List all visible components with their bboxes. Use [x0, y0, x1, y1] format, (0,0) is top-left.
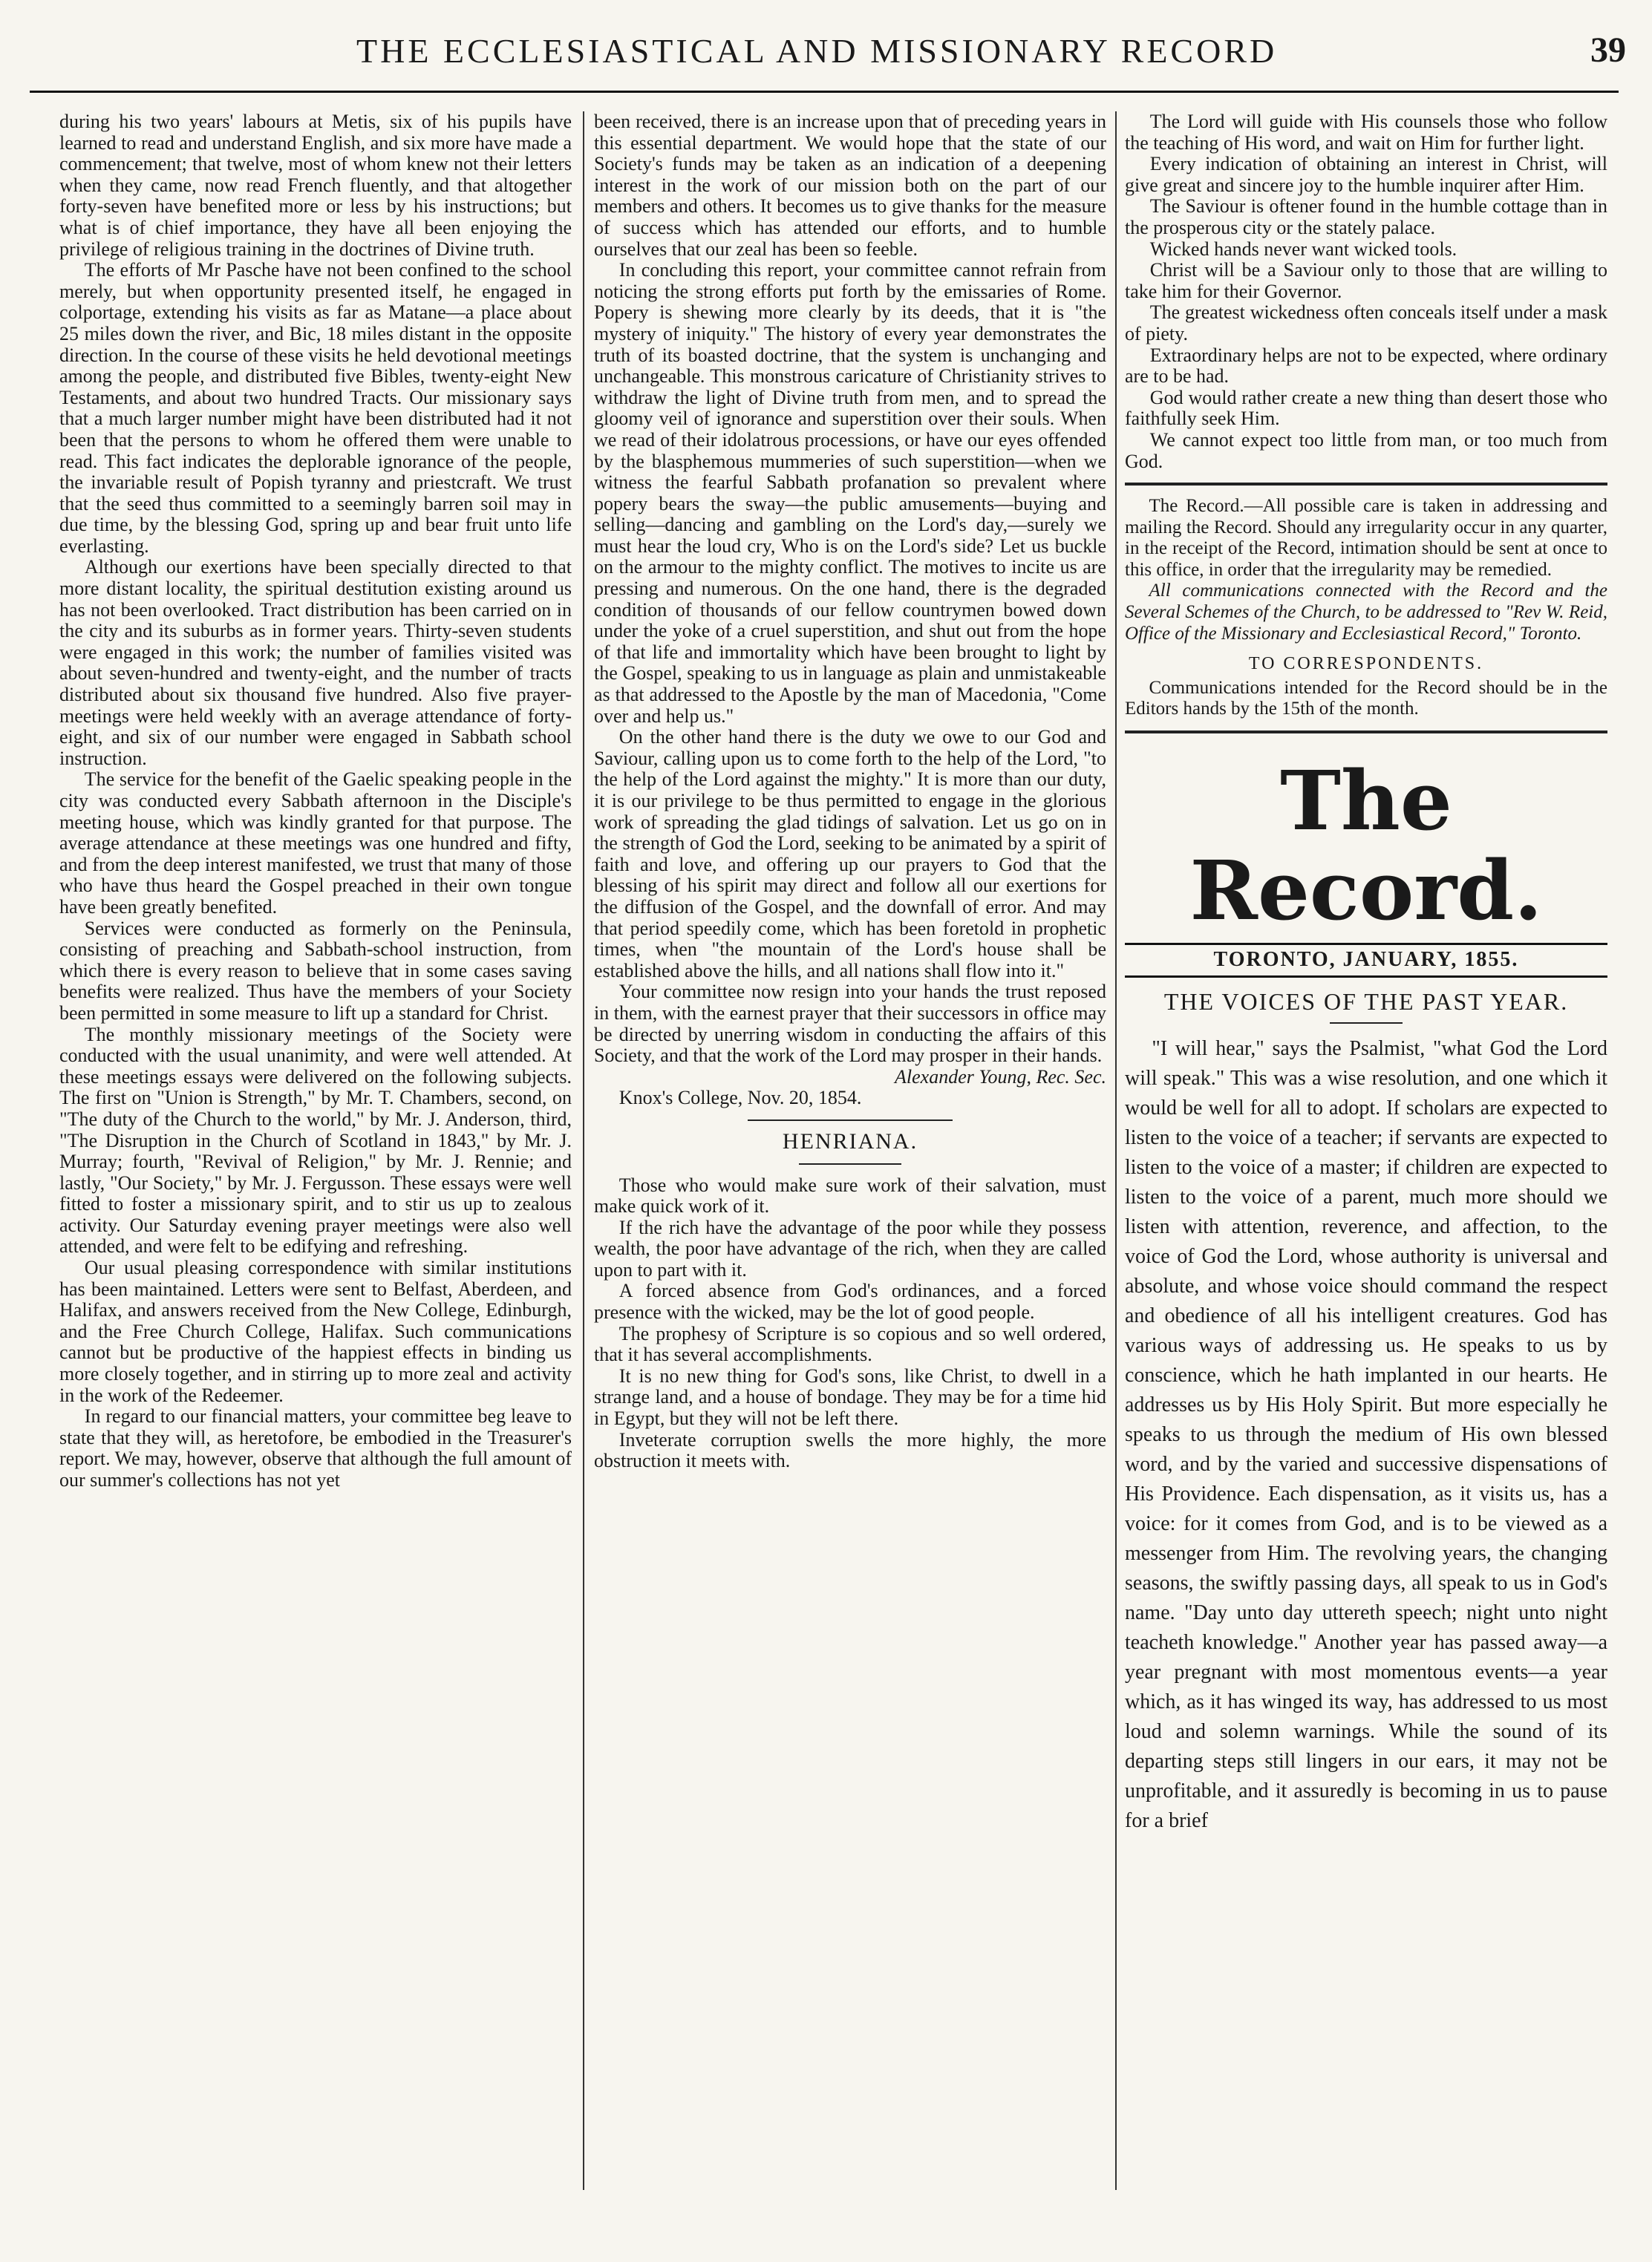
henriana-item: It is no new thing for God's sons, like Christ, to dwell in a strange land, and a house of bondage. They may be for a time hid in Egypt, but they will not be left there. — [594, 1364, 1106, 1430]
saying: Extraordinary helps are not to be expected, where ordinary are to be had. — [1125, 344, 1607, 388]
section-divider — [1125, 730, 1607, 733]
page-header — [30, 30, 1626, 89]
communications-notice: All communications connected with the Record and the Several Schemes of the Church, to be addressed to "Rev W. Reid, Office of the Missionary and Ecclesiastical Record," Toronto. — [1125, 581, 1607, 644]
right-column — [1125, 111, 1607, 2242]
correspondents-notice: Communications intended for the Record should be in the Editors hands by the 15th of the month. — [1125, 677, 1607, 719]
middle-column — [594, 111, 1106, 2242]
paragraph: The service for the benefit of the Gaelic speaking people in the city was conducted every Sabbath afternoon in the Disciple's meeting house, which was kindly granted for that purpose. The average attendance at these meetings was one hundred and fifty, and from the deep interest manifested, we trust that many of those who have thus heard the Gospel preached in their own tongue have been greatly benefited. — [59, 768, 572, 918]
saying: Every indication of obtaining an interest in Christ, will give great and sincere joy to the humble inquirer after Him. — [1125, 153, 1607, 196]
henriana-item: Those who would make sure work of their salvation, must make quick work of it. — [594, 1174, 1106, 1217]
henriana-title: HENRIANA. — [782, 1128, 918, 1154]
paragraph: been received, there is an increase upon that of preceding years in this essential department. We would hope that the state of our Society's funds may be taken as an indication of a deepening interest in the work of our mission both on the part of our members and others. It becomes us to give thanks for the measure of success which has attended our efforts, and to humble ourselves that our zeal has been so feeble. — [594, 111, 1106, 260]
section-divider — [1330, 1022, 1403, 1024]
henriana-item: If the rich have the advantage of the poor while they possess wealth, the poor have advantage of the rich, when they are called upon to part with it. — [594, 1216, 1106, 1281]
saying: God would rather create a new thing than desert those who faithfully seek Him. — [1125, 386, 1607, 430]
saying: The Lord will guide with His counsels those who follow the teaching of His word, and wait on Him for further light. — [1125, 111, 1607, 154]
column-divider — [583, 111, 584, 2190]
section-divider — [1125, 483, 1607, 486]
paragraph: In concluding this report, your committee cannot refrain from noticing the strong efforts put forth by the emissaries of Rome. Popery is shewing more clearly by its deeds, that it is "the mystery of iniquity." The history of every year demonstrates the truth of its boasted doctrine, that the system is unchanging and unchangeable. This monstrous caricature of Christianity strives to withdraw the light of Divine truth from men, and to spread the gloomy veil of ignorance and superstition over their souls. When we read of their idolatrous processions, or have our eyes offended by the blasphemous mummeries of such superstition—when we witness the fearful Sabbath profanation so prevalent where popery bears the sway—the public amusements—buying and selling—dancing and gambling on the Lord's day,—surely we must hear the loud cry, Who is on the Lord's side? Let us buckle on the armour to the mighty conflict. The motives to incite us are pressing and numerous. On the one hand, there is the degraded condition of thousands of our fellow countrymen bowed down under the yoke of a cruel superstition, and shut out from the hope of that life and immortality which have been brought to light by the Gospel, speaking to us in language as plain and unmistakeable as that addressed to the Apostle by the man of Macedonia, "Come over and help us." — [594, 259, 1106, 727]
running-title: THE ECCLESIASTICAL AND MISSIONARY RECORD — [356, 32, 1278, 70]
paragraph: Services were conducted as formerly on the Peninsula, consisting of preaching and Sabbath-school instruction, from which there is every reason to believe that in some cases saving benefits were realized. Thus have the members of your Society been permitted in some measure to lift up a standard for Christ. — [59, 917, 572, 1024]
article-paragraph: "I will hear," says the Psalmist, "what God the Lord will speak." This was a wise resolution, and one which it would be well for all to adopt. If scholars are expected to listen to the voice of a teacher; if servants are expected to listen to the voice of a master; if children are expected to listen to the voice of a parent, much more should we listen with attention, reverence, and affection, to the voice of God the Lord, whose authority is universal and absolute, and whose voice should command the respect and obedience of all his intelligent creatures. God has various ways of addressing us. He speaks to us by conscience, which he hath implanted in our hearts. He addresses us by His Holy Spirit. But more especially he speaks to us through the medium of His own blessed word, and by the varied and successive dispensations of His Providence. Each dispensation, as it visits us, has a voice: for it comes from God, and is to be viewed as a messenger from Him. The revolving years, the changing seasons, the swiftly passing days, all speak to us in God's name. "Day unto day uttereth speech; night unto night teacheth knowledge." Another year has passed away—a year pregnant with most momentous events—a year which, as it has winged its way, has addressed to us most loud and solemn warnings. While the sound of its departing steps still lingers in our ears, it may not be unprofitable, and it assuredly is becoming in us to pause for a brief — [1125, 1037, 1607, 1833]
section-divider — [799, 1163, 901, 1165]
henriana-item: Inveterate corruption swells the more highly, the more obstruction it meets with. — [594, 1428, 1106, 1472]
report-signature-place: Knox's College, Nov. 20, 1854. — [618, 1087, 862, 1109]
henriana-item: The prophesy of Scripture is so copious and so well ordered, that it has several accomplishments. — [594, 1322, 1106, 1366]
correspondents-title: TO CORRESPONDENTS. — [1248, 654, 1484, 674]
section-divider — [748, 1119, 953, 1121]
header-rule — [30, 91, 1619, 93]
paragraph: Your committee now resign into your hands the trust reposed in them, with the earnest prayer that their successors in office may be directed by unerring wisdom in conducting the affairs of this Society, and that the work of the Lord may prosper in their hands. — [594, 981, 1106, 1067]
paragraph: Our usual pleasing correspondence with similar institutions has been maintained. Letters were sent to Belfast, Aberdeen, and Halifax, and answers received from the New College, Edinburgh, and the Free Church College, Halifax. Such communications cannot but be productive of the happiest effects in binding us more closely together, and in stirring up to more zeal and activity in the work of the Redeemer. — [59, 1257, 572, 1406]
saying: We cannot expect too little from man, or too much from God. — [1125, 428, 1607, 472]
paragraph: In regard to our financial matters, your committee beg leave to state that they will, as heretofore, be embodied in the Treasurer's report. We may, however, observe that although the full amount of our summer's collections has not yet — [59, 1405, 572, 1491]
paragraph: The efforts of Mr Pasche have not been confined to the school merely, but when opportunity presented itself, he engaged in colportage, extending his visits as far as Matane—a place about 25 miles down the river, and Bic, 18 miles distant in the opposite direction. In the course of these visits he held devotional meetings among the people, and distributed five Bibles, twenty-eight New Testaments, and about two hundred Tracts. Our missionary says that a much larger number might have been distributed had it not been that the persons to whom he offered them were unable to read. This fact indicates the deplorable ignorance of the people, the invariable result of Popish tyranny and priestcraft. We trust that the seed thus committed to a seemingly barren soil may in due time, by the blessing God, spring up and bear fruit unto life everlasting. — [59, 259, 572, 557]
left-column — [59, 111, 572, 2242]
saying: The Saviour is oftener found in the humble cottage than in the prosperous city or the stately palace. — [1125, 195, 1607, 238]
paragraph: On the other hand there is the duty we owe to our God and Saviour, calling upon us to come forth to the help of the Lord, "to the help of the Lord against the mighty." It is more than our duty, it is our privilege to be thus permitted to engage in the glorious work of spreading the glad tidings of salvation. Let us go on in the strength of God the Lord, seeking to be animated by a spirit of faith and love, and offering up our prayers to God that the blessing of his spirit may direct and follow all our exertions for the diffusion of the Gospel, and the downfall of error. And may that period speedily come, which has been foretold in prophetic times, when "the mountain of the Lord's house shall be established above the hills, and all nations shall flow into it." — [594, 726, 1106, 981]
paragraph: Although our exertions have been specially directed to that more distant locality, the spiritual destitution existing around us has not been overlooked. Tract distribution has been carried on in the city and its suburbs as in former years. Thirty-seven students were engaged in this work; the number of families visited was about seven-hundred and twenty-eight, and the number of tracts distributed about six thousand five hundred. Also five prayer-meetings were held weekly with an average attendance of forty-eight, and six of our number were engaged in Sabbath school instruction. — [59, 556, 572, 769]
henriana-item: A forced absence from God's ordinances, and a forced presence with the wicked, may be the lot of good people. — [594, 1280, 1106, 1324]
paragraph: during his two years' labours at Metis, six of his pupils have learned to read and understand English, and six more have made a commencement; that twelve, most of whom knew not their letters when they came, now read French fluently, and that altogether forty-seven have benefited more or less by his instructions; but what is of chief importance, they have all been enjoying the privilege of religious training in the doctrines of Divine truth. — [59, 111, 572, 260]
saying: Wicked hands never want wicked tools. — [1149, 238, 1457, 260]
paragraph: The monthly missionary meetings of the Society were conducted with the usual unanimity, and were well attended. At these meetings essays were delivered on the following subjects. The first on "Union is Strength," by Mr. T. Chambers, second, on "The duty of the Church to the world," by Mr. J. Anderson, third, "The Disruption in the Church of Scotland in 1843," by Mr. J. Murray; fourth, "Revival of Religion," by Mr. J. Rennie; and lastly, "Our Society," by Mr. J. Fergusson. These essays were well fitted to foster a missionary spirit, and to stir us up to zealous activity. Our Saturday evening prayer meetings were also well attended, and were felt to be edifying and refreshing. — [59, 1023, 572, 1258]
saying: Christ will be a Saviour only to those that are willing to take him for their Governor. — [1125, 259, 1607, 302]
article-title: THE VOICES OF THE PAST YEAR. — [1163, 987, 1569, 1015]
page-number: 39 — [1590, 30, 1626, 70]
record-masthead: The Record. — [1189, 753, 1543, 939]
report-signature: Alexander Young, Rec. Sec. — [895, 1065, 1106, 1088]
column-divider — [1115, 111, 1117, 2190]
saying: The greatest wickedness often conceals itself under a mask of piety. — [1125, 301, 1607, 344]
dateline: TORONTO, JANUARY, 1855. — [1125, 943, 1607, 978]
record-notice: The Record.—All possible care is taken in addressing and mailing the Record. Should any irregularity occur in any quarter, in the receipt of the Record, intimation should be sent at once to this office, in order that the irregularity may be remedied. — [1125, 496, 1607, 580]
